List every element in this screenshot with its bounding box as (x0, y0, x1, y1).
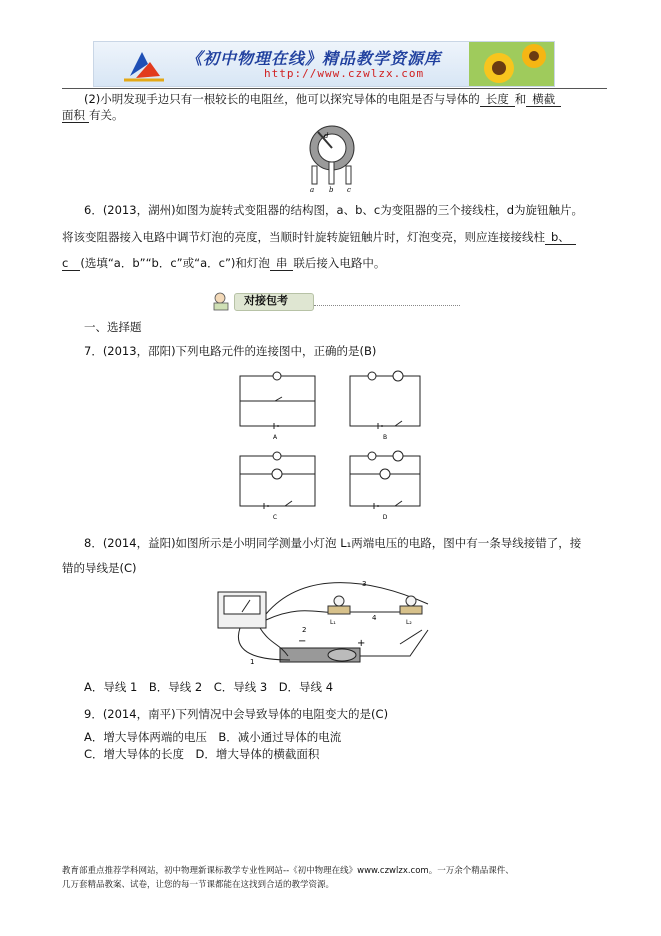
banner-title: 《初中物理在线》精品教学资源库 (186, 49, 442, 68)
wire-label-2: 2 (302, 626, 307, 634)
q6-line2: 将该变阻器接入电路中调节灯泡的亮度，当顺时针旋转旋钮触片时，灯泡变亮，则应连接接线柱 b、 (62, 230, 576, 244)
q9-options-row2: C．增大导体的长度 D．增大导体的横截面积 (84, 747, 320, 761)
terminal-label-b: b (329, 186, 334, 192)
q5-part2-line1: (2)小明发现手边只有一根较长的电阻丝，他可以探究导体的电阻是否与导体的 长度 和 横截 (84, 92, 561, 106)
bulb-label-l2: L₂ (406, 619, 412, 626)
q5-part2-line2: 面积 有关。 (62, 108, 124, 122)
bulb-label-l1: L₁ (330, 619, 336, 626)
banner-url[interactable]: http://www.czwlzx.com (264, 67, 425, 80)
circuit-label-d: D (382, 514, 388, 521)
answer-blank-cross-section-b: 面积 (62, 108, 89, 123)
q6-line1: 6．(2013，湖州)如图为旋转式变阻器的结构图，a、b、c为变阻器的三个接线柱，d为旋钮触片。 (84, 203, 584, 217)
wiper-label-d: d (324, 132, 329, 140)
header-banner (93, 41, 555, 87)
battery-plus-label: + (357, 638, 366, 649)
site-logo-icon (116, 46, 176, 84)
wire-label-3: 3 (362, 580, 367, 588)
answer-blank-terminals-a: b、 (545, 230, 576, 245)
header-rule (62, 88, 607, 89)
circuit-label-c: C (272, 514, 278, 521)
q8-choices: A．导线 1 B．导线 2 C．导线 3 D．导线 4 (84, 680, 334, 694)
battery-minus-label: − (298, 636, 307, 647)
answer-blank-length: 长度 (480, 92, 515, 107)
q8-voltage-circuit-figure (210, 574, 440, 674)
sunflower-icon (469, 42, 554, 86)
q8-line2: 错的导线是(C) (62, 561, 137, 575)
answer-blank-terminals-b: c (62, 256, 80, 271)
wire-label-4: 4 (372, 614, 377, 622)
section-heading: 一、选择题 (84, 320, 142, 334)
footer-line1: 教育部重点推荐学科网站，初中物理新课标教学专业性网站--《初中物理在线》www.czwlzx.com。一万余个精品课件、 (62, 866, 514, 876)
q8-line1: 8．(2014，益阳)如图所示是小明同学测量小灯泡 L₁两端电压的电路，图中有一条导线接错了，接 (84, 536, 582, 550)
footer-line2: 几万套精品教案、试卷，让您的每一节课都能在这找到合适的教学资源。 (62, 880, 335, 890)
q7-circuit-options (230, 366, 430, 526)
answer-blank-cross-section-a: 横截 (526, 92, 561, 107)
answer-blank-series: 串 (270, 256, 294, 271)
circuit-label-a: A (272, 434, 278, 441)
section-badge (210, 291, 460, 311)
q7-text: 7．(2013，邵阳)下列电路元件的连接图中，正确的是(B) (84, 344, 377, 358)
q9-text: 9．(2014，南平)下列情况中会导致导体的电阻变大的是(C) (84, 707, 389, 721)
rotary-rheostat-figure (300, 122, 364, 192)
student-reading-icon (210, 291, 234, 311)
terminal-label-a: a (310, 186, 315, 192)
q9-options-row1: A．增大导体两端的电压 B．减小通过导体的电流 (84, 730, 342, 744)
bulb-holders (328, 596, 422, 614)
wire-label-1: 1 (250, 658, 255, 666)
circuit-label-b: B (382, 434, 388, 441)
section-badge-label: 对接包考 (244, 294, 288, 307)
terminal-label-c: c (347, 186, 351, 192)
q6-line3: c (选填“a．b”“b．c”或“a．c”)和灯泡 串 联后接入电路中。 (62, 256, 386, 270)
